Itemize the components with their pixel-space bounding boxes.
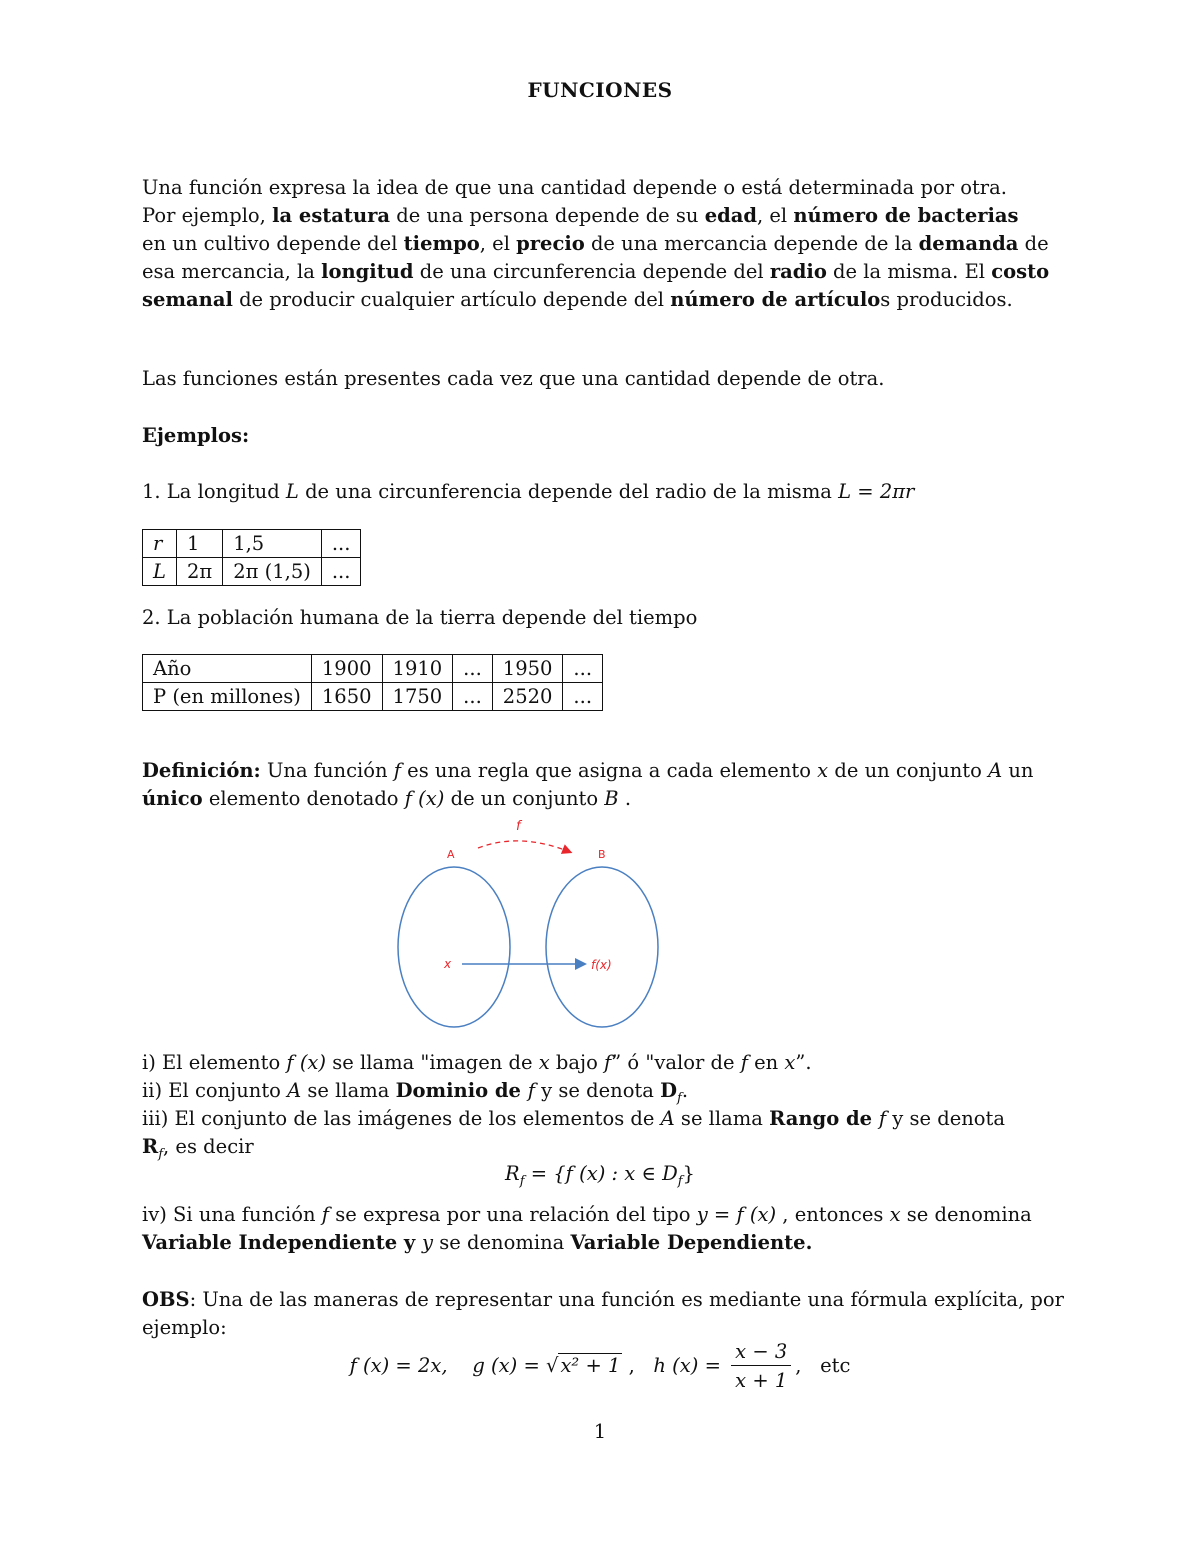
table-cell: ...: [321, 558, 361, 586]
item-text: iii) El conjunto de las imágenes de los elementos de: [142, 1107, 661, 1130]
intro-bold: número de artículo: [670, 288, 881, 311]
table-cell: ...: [453, 683, 493, 711]
f-mapping-arrow: [478, 841, 570, 852]
math-var: R: [505, 1162, 520, 1185]
math-formula: }: [682, 1162, 695, 1185]
presence-line: Las funciones están presentes cada vez que una cantidad depende de otra.: [142, 367, 885, 390]
intro-line-3: [142, 234, 1049, 254]
item-text: se denomina: [900, 1203, 1032, 1226]
table-cell: P (en millones): [143, 683, 312, 711]
item-text: se denomina: [433, 1231, 571, 1254]
intro-bold: demanda: [918, 232, 1019, 255]
math-var: y: [422, 1231, 434, 1254]
obs-line-1: [142, 1290, 1064, 1310]
fraction-denominator: x + 1: [735, 1369, 788, 1393]
table-cell: 2π (1,5): [223, 558, 322, 586]
intro-text: esa mercancia, la: [142, 260, 322, 283]
item-iii: [142, 1109, 1005, 1129]
intro-bold: semanal: [142, 288, 233, 311]
example-1-line: [142, 482, 914, 502]
formula-text: ,: [795, 1353, 802, 1377]
math-var: f (x): [286, 1051, 327, 1074]
formula-etc: etc: [820, 1353, 851, 1377]
math-var: f: [740, 1051, 748, 1074]
formula-text: ,: [622, 1353, 635, 1377]
intro-bold: costo: [991, 260, 1050, 283]
definition-text: de un conjunto: [444, 787, 605, 810]
definition-text: Una función: [260, 759, 394, 782]
math-var: x: [784, 1051, 796, 1074]
definition-text: .: [618, 787, 632, 810]
label-x: x: [444, 957, 452, 971]
math-var: A: [287, 1079, 302, 1102]
fraction-numerator: x − 3: [731, 1340, 791, 1366]
item-text: se expresa por una relación del tipo: [329, 1203, 697, 1226]
item-bold: D: [660, 1079, 678, 1102]
example-text: 1. La longitud: [142, 480, 286, 503]
intro-bold: la estatura: [272, 204, 391, 227]
intro-bold: radio: [769, 260, 827, 283]
intro-text: de una persona depende de su: [390, 204, 705, 227]
table-row: [143, 655, 603, 683]
item-text: iv) Si una función: [142, 1203, 322, 1226]
cell-text: L: [153, 560, 166, 583]
example-formulas: [0, 1340, 1200, 1393]
intro-text: de: [1018, 232, 1049, 255]
set-b-ellipse: [546, 867, 658, 1027]
range-formula: [0, 1164, 1200, 1188]
table-cell: ...: [563, 683, 603, 711]
math-var: f: [527, 1079, 535, 1102]
table-cell: 2π: [176, 558, 222, 586]
intro-line-4: [142, 262, 1049, 282]
item-text: i) El elemento: [142, 1051, 287, 1074]
table-cell: [143, 558, 177, 586]
item-text: bajo: [549, 1051, 605, 1074]
definition-line-2: [142, 789, 631, 809]
formula-g-radicand: x² + 1: [560, 1353, 621, 1377]
item-text: y se denota: [886, 1107, 1005, 1130]
intro-line-1-text: Una función expresa la idea de que una cantidad depende o está determinada por otra.: [142, 176, 1007, 199]
intro-line-1: [142, 178, 1007, 198]
math-var: x: [538, 1051, 550, 1074]
obs-text: : Una de las maneras de representar una función es mediante una fórmula explícita, por: [189, 1288, 1064, 1311]
definition-label: Definición:: [142, 759, 261, 782]
item-text: , entonces: [776, 1203, 890, 1226]
table-cell: 1650: [311, 683, 382, 711]
intro-line-2: [142, 206, 1019, 226]
intro-bold: precio: [516, 232, 585, 255]
example-text: de una circunferencia depende del radio de la misma: [298, 480, 839, 503]
math-var: f (x): [404, 787, 445, 810]
math-var: L: [285, 480, 299, 503]
math-sub: f: [158, 1146, 164, 1162]
intro-bold: edad: [704, 204, 757, 227]
definition-text: de un conjunto: [828, 759, 989, 782]
intro-bold: tiempo: [403, 232, 480, 255]
math-var: A: [988, 759, 1003, 782]
math-sub: f: [519, 1173, 525, 1189]
math-var: x: [817, 759, 829, 782]
table-cell: 1750: [382, 683, 453, 711]
intro-text: s producidos.: [880, 288, 1013, 311]
intro-text: de una circunferencia depende del: [413, 260, 770, 283]
math-sub: f: [677, 1173, 683, 1189]
definition-text: elemento denotado: [202, 787, 405, 810]
formula-f: f (x) = 2x,: [349, 1353, 448, 1377]
radius-table: [142, 529, 361, 586]
definition-text: es una regla que asigna a cada elemento: [400, 759, 818, 782]
item-i: [142, 1053, 812, 1073]
intro-text: Por ejemplo,: [142, 204, 273, 227]
item-bold: R: [142, 1135, 159, 1158]
table-cell: Año: [143, 655, 312, 683]
table-cell: ...: [563, 655, 603, 683]
definition-bold: único: [142, 787, 203, 810]
math-formula: = {f (x) : x ∈ D: [524, 1162, 678, 1185]
label-f: f: [516, 819, 521, 834]
page-number: 1: [593, 1420, 607, 1443]
intro-text: de una mercancia depende de la: [584, 232, 919, 255]
intro-text: de la misma. El: [826, 260, 992, 283]
item-text: ”.: [795, 1051, 812, 1074]
table-cell: 1900: [311, 655, 382, 683]
table-cell: 1: [176, 530, 222, 558]
definition-line-1: [142, 761, 1033, 781]
table-cell: 1950: [492, 655, 563, 683]
math-formula: L = 2πr: [838, 480, 915, 503]
item-bold: Rango de: [769, 1107, 879, 1130]
population-table: [142, 654, 603, 711]
math-formula: y = f (x): [696, 1203, 777, 1226]
item-iv: [142, 1205, 1032, 1225]
label-fx: f(x): [591, 958, 612, 972]
formula-h: h (x) =: [653, 1353, 728, 1377]
intro-bold: número de bacterias: [793, 204, 1019, 227]
math-var: B: [604, 787, 619, 810]
set-a-ellipse: [398, 867, 510, 1027]
table-row: [143, 530, 361, 558]
item-text: se llama: [674, 1107, 770, 1130]
math-var: f: [321, 1203, 330, 1226]
page-title: FUNCIONES: [527, 78, 673, 102]
table-cell: 1,5: [223, 530, 322, 558]
math-var: A: [660, 1107, 675, 1130]
intro-text: , el: [757, 204, 794, 227]
examples-heading: Ejemplos:: [142, 424, 250, 447]
item-iii-cont: [142, 1137, 254, 1161]
item-text: se llama "imagen de: [326, 1051, 539, 1074]
math-var: f: [604, 1051, 612, 1074]
table-cell: 2520: [492, 683, 563, 711]
table-cell: ...: [321, 530, 361, 558]
item-text: se llama: [301, 1079, 396, 1102]
obs-label: OBS: [142, 1288, 190, 1311]
math-var: x: [889, 1203, 901, 1226]
item-text: ii) El conjunto: [142, 1079, 288, 1102]
item-text: ” ó "valor de: [611, 1051, 741, 1074]
item-text: , es decir: [163, 1135, 254, 1158]
table-row: [143, 683, 603, 711]
item-text: y se denota: [534, 1079, 661, 1102]
item-iv-cont: [142, 1233, 812, 1253]
table-cell: ...: [453, 655, 493, 683]
intro-text: en un cultivo depende del: [142, 232, 404, 255]
math-var: f: [393, 759, 401, 782]
table-cell: [143, 530, 177, 558]
intro-line-5: [142, 290, 1013, 310]
item-text: .: [681, 1079, 689, 1102]
label-a: A: [447, 848, 455, 861]
item-bold: Variable Dependiente.: [570, 1231, 813, 1254]
formula-g: g (x) =: [472, 1353, 546, 1377]
table-cell: 1910: [382, 655, 453, 683]
label-b: B: [598, 848, 606, 861]
math-var: f: [878, 1107, 887, 1130]
cell-text: r: [153, 532, 163, 555]
item-bold: Variable Independiente y: [142, 1231, 423, 1254]
obs-line-2: ejemplo:: [142, 1316, 227, 1339]
intro-text: de producir cualquier artículo depende del: [232, 288, 671, 311]
formula-h-fraction: [731, 1340, 791, 1393]
function-mapping-diagram: [380, 812, 680, 1034]
item-text: en: [747, 1051, 785, 1074]
intro-bold: longitud: [321, 260, 414, 283]
item-ii: [142, 1081, 688, 1105]
item-bold: Dominio de: [395, 1079, 528, 1102]
example-2-line: 2. La población humana de la tierra depende del tiempo: [142, 606, 698, 629]
table-row: [143, 558, 361, 586]
sqrt-icon: √: [546, 1353, 559, 1377]
definition-text: un: [1002, 759, 1034, 782]
intro-text: , el: [479, 232, 517, 255]
math-sub: f: [677, 1090, 682, 1106]
